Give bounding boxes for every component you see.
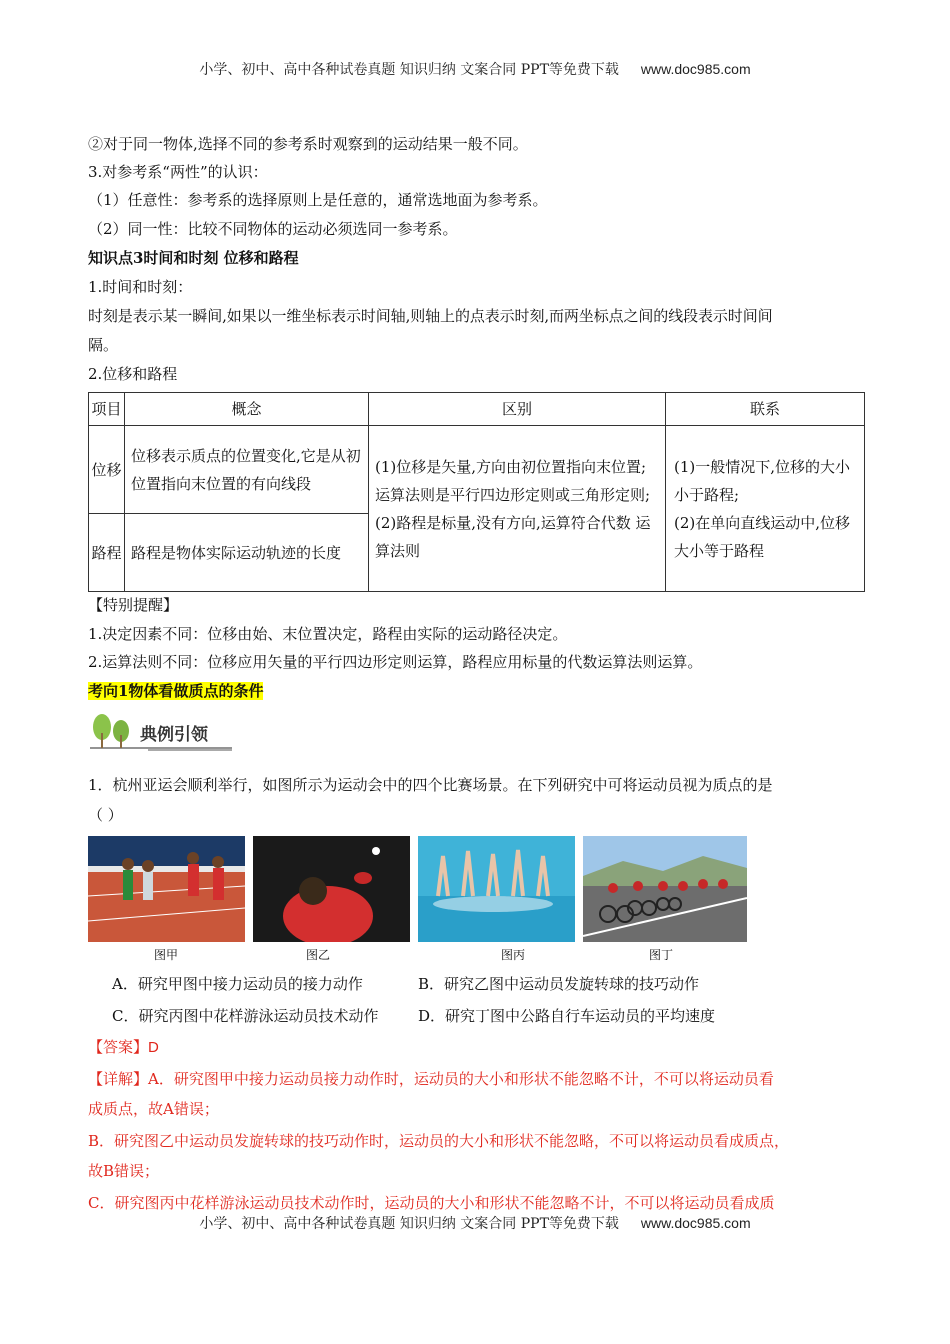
footer-text: 小学、初中、高中各种试卷真题 知识归纳 文案合同 PPT等免费下载	[199, 1216, 619, 1232]
difference-cell	[369, 426, 666, 592]
explanation-line	[88, 1069, 774, 1089]
banner-label: 典例引领	[140, 725, 208, 745]
section-heading: 考向1物体看做质点的条件	[88, 682, 264, 700]
tip-line: 2.运算法则不同：位移应用矢量的平行四边形定则运算，路程应用标量的代数运算法则运算。	[88, 653, 703, 671]
explanation-label: 【详解】	[88, 1070, 149, 1088]
relation-2: (2)在单向直线运动中,位移大小等于路程	[674, 513, 851, 560]
caption-jia: 图甲	[153, 948, 178, 962]
text-line: 2.位移和路程	[88, 365, 178, 383]
explanation-b1: B．研究图乙中运动员发旋转球的技巧动作时，运动员的大小和形状不能忽略，不可以将运动员看成质点，	[88, 1132, 790, 1150]
table-header-relation: 联系	[666, 393, 865, 426]
comparison-table	[88, 392, 865, 592]
table-header-concept: 概念	[125, 393, 369, 426]
difference-1: (1)位移是矢量,方向由初位置指向末位置;运算法则是平行四边形定则或三角形定则;	[375, 457, 651, 504]
answer-value: D	[148, 1039, 159, 1056]
header-text: 小学、初中、高中各种试卷真题 知识归纳 文案合同 PPT等免费下载	[199, 62, 619, 78]
example-banner	[88, 713, 232, 751]
displacement-concept: 位移表示质点的位置变化,它是从初位置指向末位置的有向线段	[125, 426, 369, 514]
caption-yi: 图乙	[305, 948, 330, 962]
text-line: 3.对参考系“两性”的认识：	[88, 163, 268, 181]
tips-title: 【特别提醒】	[88, 596, 179, 614]
text-line: 时刻是表示某一瞬间,如果以一维坐标表示时间轴,则轴上的点表示时刻,而两坐标点之间的线段表示时间间	[88, 307, 773, 325]
question-stem: 1．杭州亚运会顺利举行，如图所示为运动会中的四个比赛场景。在下列研究中可将运动员视为质点的是	[88, 776, 773, 794]
explanation-a2: 成质点，故A错误；	[88, 1100, 219, 1118]
page-footer	[0, 1213, 950, 1233]
caption-bing: 图丙	[500, 948, 525, 962]
table-tennis-image	[253, 836, 410, 942]
row-label-distance: 路程	[89, 514, 125, 592]
option-b: B．研究乙图中运动员发旋转球的技巧动作	[418, 975, 700, 993]
footer-url[interactable]: www.doc985.com	[640, 1215, 751, 1231]
difference-2: (2)路程是标量,没有方向,运算符合代数 运算法则	[375, 513, 651, 560]
caption-ding: 图丁	[648, 948, 673, 962]
explanation-b2: 故B错误；	[88, 1162, 160, 1180]
explanation-a1: A．研究图甲中接力运动员接力动作时，运动员的大小和形状不能忽略不计，不可以将运动员看	[148, 1070, 774, 1088]
text-line: 1.时间和时刻：	[88, 278, 193, 296]
text-line: （2）同一性：比较不同物体的运动必须选同一参考系。	[88, 220, 458, 238]
table-header-difference: 区别	[369, 393, 666, 426]
option-c: C．研究丙图中花样游泳运动员技术动作	[112, 1007, 379, 1025]
road-cycling-image	[583, 836, 747, 942]
text-line: 隔。	[88, 336, 119, 354]
text-line: （1）任意性：参考系的选择原则上是任意的，通常选地面为参考系。	[88, 191, 548, 209]
header-url[interactable]: www.doc985.com	[640, 61, 751, 77]
synchronized-swimming-image	[418, 836, 575, 942]
distance-concept: 路程是物体实际运动轨迹的长度	[125, 514, 369, 592]
answer-label: 【答案】	[88, 1038, 149, 1056]
tip-line: 1.决定因素不同：位移由始、末位置决定，路程由实际的运动路径决定。	[88, 625, 568, 643]
question-paren: （ ）	[88, 806, 123, 824]
text-line: ②对于同一物体,选择不同的参考系时观察到的运动结果一般不同。	[88, 135, 528, 153]
relation-cell	[666, 426, 865, 592]
relation-1: (1)一般情况下,位移的大小小于路程;	[674, 457, 851, 504]
explanation-c1: C．研究图丙中花样游泳运动员技术动作时，运动员的大小和形状不能忽略不计，不可以将运动员看成质	[88, 1194, 775, 1212]
option-a: A．研究甲图中接力运动员的接力动作	[112, 975, 363, 993]
relay-race-image	[88, 836, 245, 942]
table-header-item: 项目	[89, 393, 125, 426]
row-label-displacement: 位移	[89, 426, 125, 514]
answer-line	[88, 1037, 159, 1058]
knowledge-point-title: 知识点3时间和时刻 位移和路程	[88, 249, 299, 267]
option-d: D．研究丁图中公路自行车运动员的平均速度	[418, 1007, 716, 1025]
page-header	[0, 59, 950, 79]
